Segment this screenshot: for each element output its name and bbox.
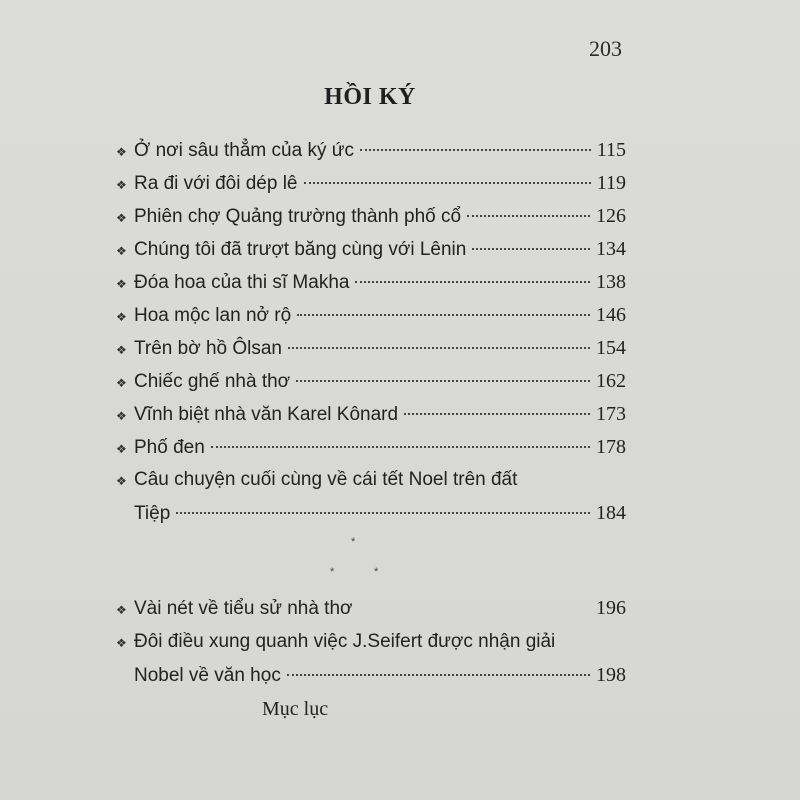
toc-entry-line2 — [116, 497, 626, 529]
leader-dots — [287, 674, 590, 676]
entry-page: 196 — [596, 597, 626, 619]
entry-page: 198 — [596, 664, 626, 686]
entry-page: 184 — [596, 502, 626, 524]
diamond-bullet-icon: ❖ — [116, 145, 127, 159]
toc-entry — [116, 332, 626, 364]
toc-entry — [116, 365, 626, 397]
leader-dots — [297, 314, 590, 316]
entry-page: 119 — [596, 172, 626, 194]
toc-entry — [116, 200, 626, 232]
entry-page: 134 — [596, 238, 626, 260]
entry-title: Đóa hoa của thi sĩ Makha — [134, 272, 350, 293]
leader-dots — [211, 446, 590, 448]
diamond-bullet-icon: ❖ — [116, 442, 127, 456]
entry-title: Chiếc ghế nhà thơ — [134, 371, 291, 392]
diamond-bullet-icon: ❖ — [116, 343, 127, 357]
diamond-bullet-icon: ❖ — [116, 244, 127, 258]
diamond-bullet-icon: ❖ — [116, 603, 127, 617]
diamond-bullet-icon: ❖ — [116, 376, 127, 390]
entry-page: 178 — [596, 436, 626, 458]
entry-page: 154 — [596, 337, 626, 359]
entry-title: Vĩnh biệt nhà văn Karel Kônard — [134, 404, 399, 425]
leader-dots — [360, 149, 591, 151]
toc-entry — [116, 431, 626, 463]
diamond-bullet-icon: ❖ — [116, 310, 127, 324]
entry-page: 173 — [596, 403, 626, 425]
entry-title: Chúng tôi đã trượt băng cùng với Lênin — [134, 239, 467, 260]
diamond-bullet-icon: ❖ — [116, 178, 127, 192]
entry-page: 138 — [596, 271, 626, 293]
entry-title: Câu chuyện cuối cùng về cái tết Noel trên đất — [134, 469, 518, 490]
leader-dots — [176, 512, 590, 514]
toc-entry — [116, 233, 626, 265]
entry-title: Trên bờ hồ Ôlsan — [134, 338, 282, 359]
entry-page: 146 — [596, 304, 626, 326]
toc-entry — [116, 398, 626, 430]
entry-title: Hoa mộc lan nở rộ — [134, 305, 292, 326]
leader-dots — [296, 380, 590, 382]
entry-title: Phiên chợ Quảng trường thành phố cổ — [134, 206, 462, 227]
page-number: 203 — [589, 36, 622, 61]
entry-title: Ở nơi sâu thẳm của ký ức — [134, 140, 354, 161]
toc-entry — [116, 134, 626, 166]
toc-entry-line1 — [116, 626, 626, 658]
asterism-star: * — [351, 536, 356, 548]
diamond-bullet-icon: ❖ — [116, 211, 127, 225]
diamond-bullet-icon: ❖ — [116, 474, 127, 488]
leader-dots — [467, 215, 590, 217]
leader-dots — [472, 248, 590, 250]
toc-entry — [116, 266, 626, 298]
entry-page: 162 — [596, 370, 626, 392]
entry-title: Phố đen — [134, 437, 205, 458]
asterism-star: * — [374, 566, 379, 578]
leader-dots — [355, 281, 590, 283]
leader-dots — [304, 182, 591, 184]
running-footer: Mục lục — [262, 698, 329, 720]
diamond-bullet-icon: ❖ — [116, 409, 127, 423]
section-title: HỒI KÝ — [324, 84, 416, 110]
leader-dots — [404, 413, 590, 415]
entry-title: Đôi điều xung quanh việc J.Seifert được nhận giải — [134, 631, 556, 652]
diamond-bullet-icon: ❖ — [116, 636, 127, 650]
toc-entry-line2 — [116, 659, 626, 691]
toc-entry — [116, 167, 626, 199]
entry-page: 126 — [596, 205, 626, 227]
leader-dots — [288, 347, 590, 349]
toc-entry — [116, 299, 626, 331]
toc-entry — [116, 592, 626, 624]
entry-page: 115 — [596, 139, 626, 161]
toc-entry-line1 — [116, 464, 626, 496]
diamond-bullet-icon: ❖ — [116, 277, 127, 291]
entry-title-continued: Tiệp — [134, 503, 171, 524]
asterism-star: * — [330, 566, 335, 578]
entry-title: Ra đi với đôi dép lê — [134, 173, 298, 194]
entry-title: Vài nét về tiểu sử nhà thơ — [134, 598, 353, 619]
entry-title-continued: Nobel về văn học — [134, 665, 281, 686]
